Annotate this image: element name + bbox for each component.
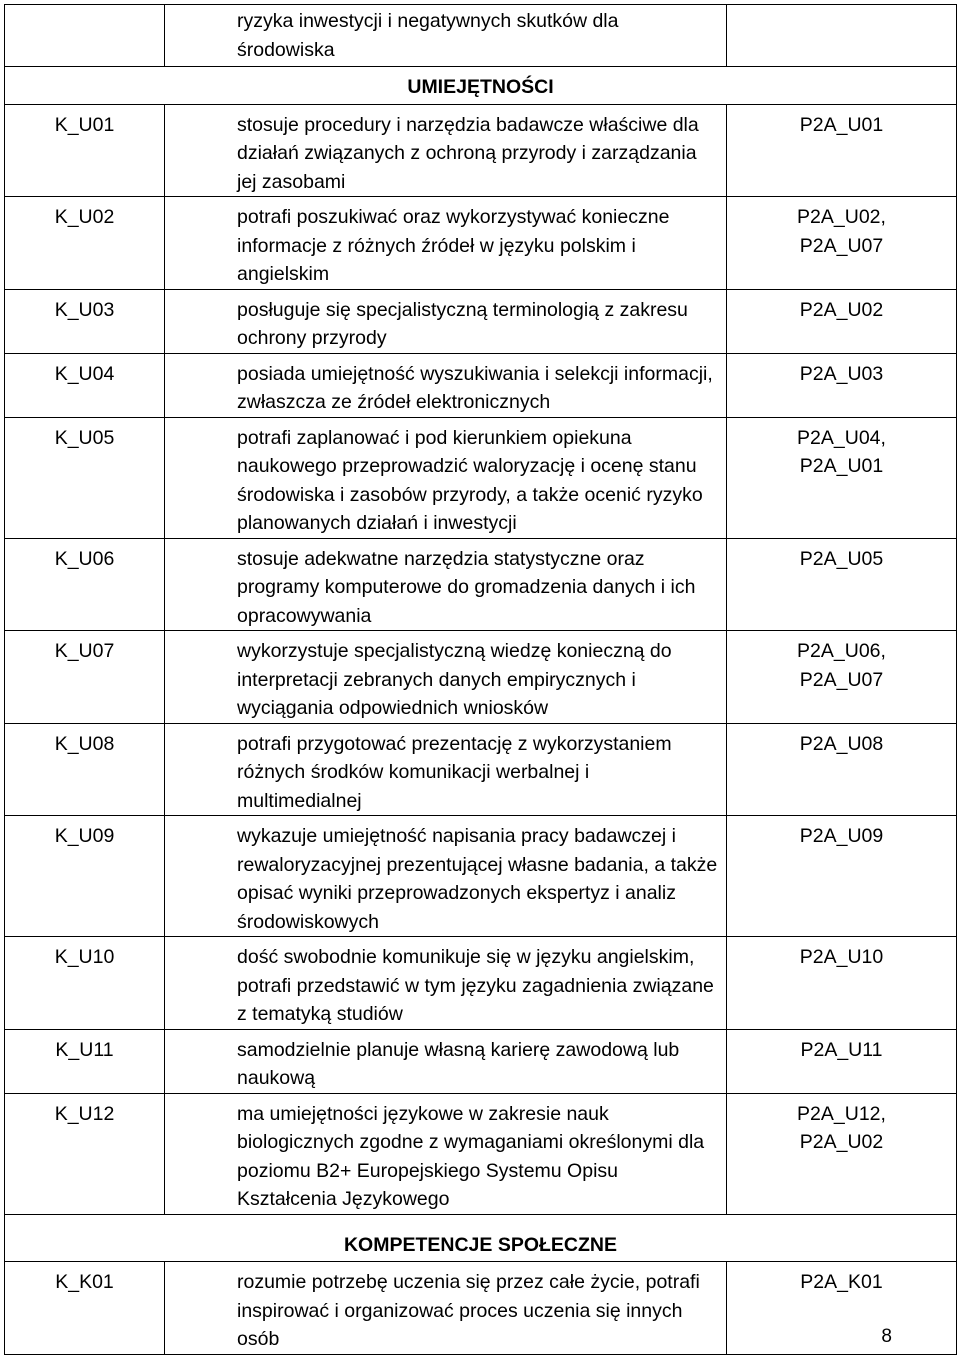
outcome-reference: P2A_U04,: [797, 426, 886, 449]
skills-heading: UMIEJĘTNOŚCI: [5, 67, 957, 105]
outcome-code: K_U12: [5, 1093, 165, 1214]
outcome-reference-cell: [727, 631, 957, 724]
outcome-code: K_U11: [5, 1029, 165, 1093]
outcome-reference: P2A_U02,: [797, 206, 886, 228]
outcome-reference: P2A_U06,: [797, 640, 886, 662]
outcome-description: samodzielnie planuje własną karierę zawodową lub naukową: [165, 1029, 727, 1093]
social-heading: KOMPETENCJE SPOŁECZNE: [5, 1214, 957, 1262]
continuation-row: [5, 5, 957, 67]
outcome-reference: P2A_U07: [799, 668, 884, 691]
outcome-reference: P2A_U08: [799, 732, 884, 755]
outcome-reference-cell: [727, 816, 957, 937]
page-number: 8: [881, 1326, 892, 1347]
social-heading-row: [5, 1214, 957, 1262]
continuation-code-cell: [5, 5, 165, 67]
outcome-reference-cell: [727, 1262, 957, 1355]
outcome-code: K_U03: [5, 289, 165, 353]
table-row: [5, 631, 957, 724]
outcome-reference-cell: [727, 1093, 957, 1214]
outcome-reference-cell: [727, 289, 957, 353]
outcome-reference: P2A_U02: [799, 1131, 884, 1153]
outcome-reference-cell: [727, 937, 957, 1030]
outcome-reference: P2A_U11: [800, 1038, 883, 1061]
outcome-reference: P2A_U01: [799, 113, 884, 136]
outcome-description: stosuje procedury i narzędzia badawcze właściwe dla działań związanych z ochroną przyrody i zarządzania jej zasobami: [165, 104, 727, 197]
learning-outcomes-table: [4, 4, 957, 1355]
outcome-description: dość swobodnie komunikuje się w języku angielskim, potrafi przedstawić w tym języku zagadnienia związane z tematyką studiów: [165, 937, 727, 1030]
outcome-code: K_U01: [5, 104, 165, 197]
table-row: [5, 816, 957, 937]
outcome-description: posługuje się specjalistyczną terminologią z zakresu ochrony przyrody: [165, 289, 727, 353]
skills-heading-row: [5, 67, 957, 105]
outcome-reference: P2A_U12,: [797, 1102, 886, 1125]
outcome-description: wykazuje umiejętność napisania pracy badawczej i rewaloryzacyjnej prezentującej własne badania, a także opisać wyniki przeprowadzonych ekspertyz i analiz środowiskowych: [165, 816, 727, 937]
table-row: [5, 1262, 957, 1355]
outcome-description: posiada umiejętność wyszukiwania i selekcji informacji, zwłaszcza ze źródeł elektronicznych: [165, 353, 727, 417]
outcome-code: K_K01: [5, 1262, 165, 1355]
outcome-reference-cell: [727, 197, 957, 290]
outcome-code: K_U07: [5, 631, 165, 724]
outcome-description: stosuje adekwatne narzędzia statystyczne oraz programy komputerowe do gromadzenia danych i ich opracowywania: [165, 538, 727, 631]
outcome-reference: P2A_K01: [800, 1271, 883, 1293]
outcome-description: potrafi poszukiwać oraz wykorzystywać konieczne informacje z różnych źródeł w języku polskim i angielskim: [165, 197, 727, 290]
table-row: [5, 937, 957, 1030]
outcome-code: K_U04: [5, 353, 165, 417]
outcome-description: potrafi zaplanować i pod kierunkiem opiekuna naukowego przeprowadzić waloryzację i ocenę stanu środowiska i zasobów przyrody, a także ocenić ryzyko planowanych działań i inwestycji: [165, 417, 727, 538]
table-row: [5, 197, 957, 290]
outcome-reference-cell: [727, 417, 957, 538]
outcome-reference: P2A_U09: [799, 825, 884, 847]
outcome-reference-cell: [727, 353, 957, 417]
outcome-reference: P2A_U02: [799, 298, 884, 321]
outcome-description: wykorzystuje specjalistyczną wiedzę konieczną do interpretacji zebranych danych empirycznych i wyciągania odpowiednich wniosków: [165, 631, 727, 724]
outcome-code: K_U10: [5, 937, 165, 1030]
continuation-ref-cell: [727, 5, 957, 67]
outcome-reference-cell: [727, 723, 957, 816]
outcome-reference: P2A_U07: [799, 234, 884, 257]
outcome-reference: P2A_U03: [799, 362, 884, 385]
table-row: [5, 723, 957, 816]
outcome-reference-cell: [727, 1029, 957, 1093]
outcome-reference: P2A_U01: [799, 455, 884, 477]
outcome-code: K_U05: [5, 417, 165, 538]
outcome-description: rozumie potrzebę uczenia się przez całe życie, potrafi inspirować i organizować proces uczenia się innych osób: [165, 1262, 727, 1355]
table-row: [5, 1029, 957, 1093]
table-row: [5, 289, 957, 353]
table-row: [5, 538, 957, 631]
outcome-code: K_U02: [5, 197, 165, 290]
continuation-description: ryzyka inwestycji i negatywnych skutków dla środowiska: [165, 5, 727, 67]
outcome-reference-cell: [727, 104, 957, 197]
outcome-reference-cell: [727, 538, 957, 631]
table-row: [5, 417, 957, 538]
table-row: [5, 104, 957, 197]
outcome-reference: P2A_U05: [799, 547, 884, 570]
outcome-code: K_U09: [5, 816, 165, 937]
outcome-reference: P2A_U10: [799, 946, 884, 968]
table-row: [5, 1093, 957, 1214]
outcome-description: potrafi przygotować prezentację z wykorzystaniem różnych środków komunikacji werbalnej i multimedialnej: [165, 723, 727, 816]
outcome-description: ma umiejętności językowe w zakresie nauk biologicznych zgodne z wymaganiami określonymi dla poziomu B2+ Europejskiego Systemu Opisu Kształcenia Językowego: [165, 1093, 727, 1214]
table-row: [5, 353, 957, 417]
outcome-code: K_U06: [5, 538, 165, 631]
outcome-code: K_U08: [5, 723, 165, 816]
